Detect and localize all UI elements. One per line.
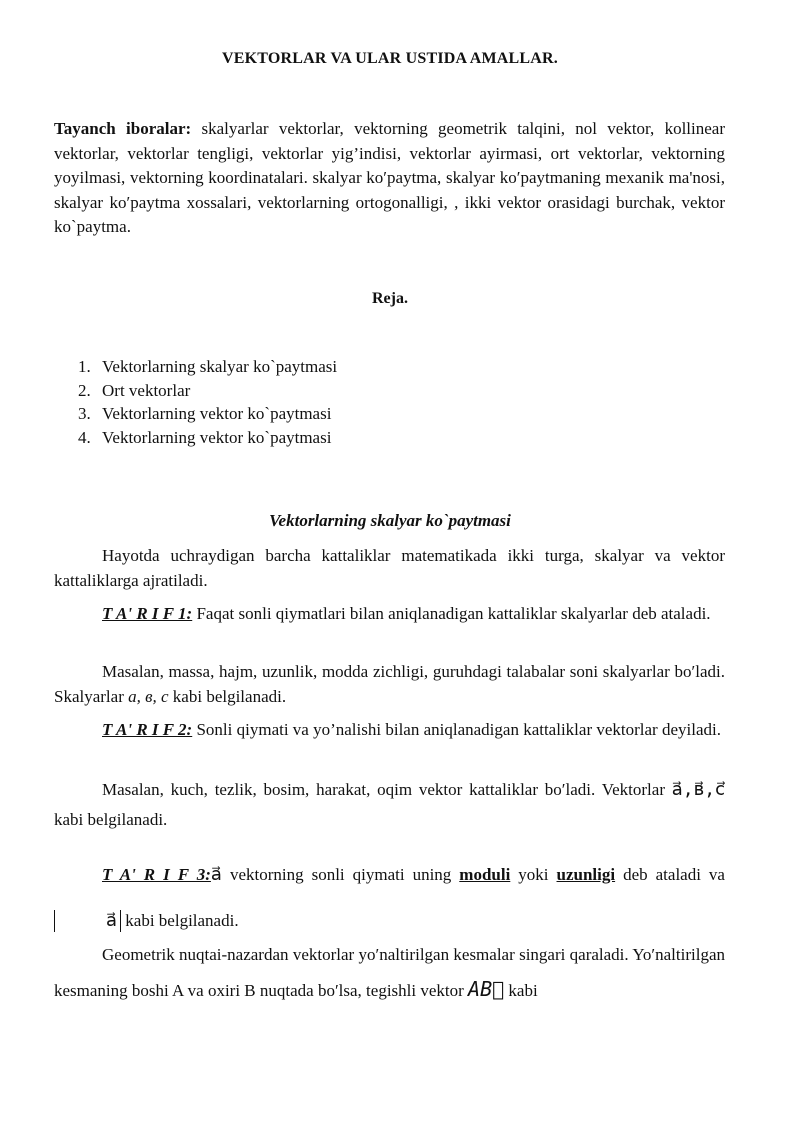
keywords-paragraph xyxy=(54,117,725,240)
paragraph-definition-3: T A' R I F 3:a⃗ vektorning sonli qiymati uning moduli yoki uzunligi deb ataladi va a⃗ kabi belgilanadi. xyxy=(54,852,725,944)
paragraph-vectors: Masalan, kuch, tezlik, bosim, harakat, oqim vektor kattaliklar boʹladi. Vektorlar a⃗,в⃗,c⃗ kabi belgilanadi. xyxy=(54,779,725,829)
paragraph-definition-2: T A' R I F 2: Sonli qiymati va yo’nalishi bilan aniqlanadigan kattaliklar vektorlar deyiladi. xyxy=(102,720,721,739)
paragraph-definition-1: T A' R I F 1: Faqat sonli qiymatlari bilan aniqlanadigan kattaliklar skalyarlar deb ataladi. xyxy=(102,604,711,623)
vector-ab-symbol: AB⃗ xyxy=(468,977,505,1001)
section-title: Vektorlarning skalyar ko`paytmasi xyxy=(269,511,511,530)
plan-list xyxy=(78,355,337,449)
definition-label: T A' R I F 3: xyxy=(102,865,211,884)
term-moduli: moduli xyxy=(459,865,511,884)
keywords-text: skalyarlar vektorlar, vektorning geometrik talqini, nol vektor, kollinear vektorlar, vektorlar tengligi, vektorlar yig’indisi, vektorlar ayirmasi, ort vektorlar, vektorning yoyilmasi, vektorning koordinatalari. skalyar koʹpaytma, skalyar koʹpaytmaning mexanik ma'nosi, skalyar koʹpaytma xossalari, vektorlarning ortogonalligi, , ikki vektor orasidagi burchak, vektor ko`paytma. xyxy=(54,119,726,236)
term-uzunligi: uzunligi xyxy=(556,865,616,884)
paragraph-intro: Hayotda uchraydigan barcha kattaliklar matematikada ikki turga, skalyar va vektor kattaliklarga ajratiladi. xyxy=(54,546,725,590)
definition-label: T A' R I F 1: xyxy=(102,604,193,623)
plan-heading: Reja. xyxy=(372,290,408,307)
vector-symbols: a⃗,в⃗,c⃗ xyxy=(671,779,725,800)
list-item: 2. Ort vektorlar xyxy=(78,380,191,400)
paragraph-geometric: Geometrik nuqtai-nazardan vektorlar yoʹnaltirilgan kesmalar singari qaraladi. Yoʹnaltirilgan kesmaning boshi A va oxiri B nuqtada boʹlsa, tegishli vektor AB⃗ kabi xyxy=(54,945,725,1001)
vector-a-symbol: a⃗ xyxy=(210,864,222,885)
scalar-symbols: a, в, c xyxy=(128,687,169,706)
list-item: 4. Vektorlarning vektor ko`paytmasi xyxy=(78,427,332,447)
vector-modulus-symbol: a⃗ xyxy=(54,910,121,932)
list-item: 3. Vektorlarning vektor ko`paytmasi xyxy=(78,404,332,423)
document-title: VEKTORLAR VA ULAR USTIDA AMALLAR. xyxy=(221,50,558,67)
definition-label: T A' R I F 2: xyxy=(102,720,193,739)
list-item: 1. Vektorlarning skalyar ko`paytmasi xyxy=(78,357,338,376)
paragraph-scalars: Masalan, massa, hajm, uzunlik, modda zichligi, guruhdagi talabalar soni skalyarlar boʹladi. Skalyarlar a, в, c kabi belgilanadi. xyxy=(54,662,725,706)
keywords-label: Tayanch iboralar: xyxy=(54,119,192,138)
